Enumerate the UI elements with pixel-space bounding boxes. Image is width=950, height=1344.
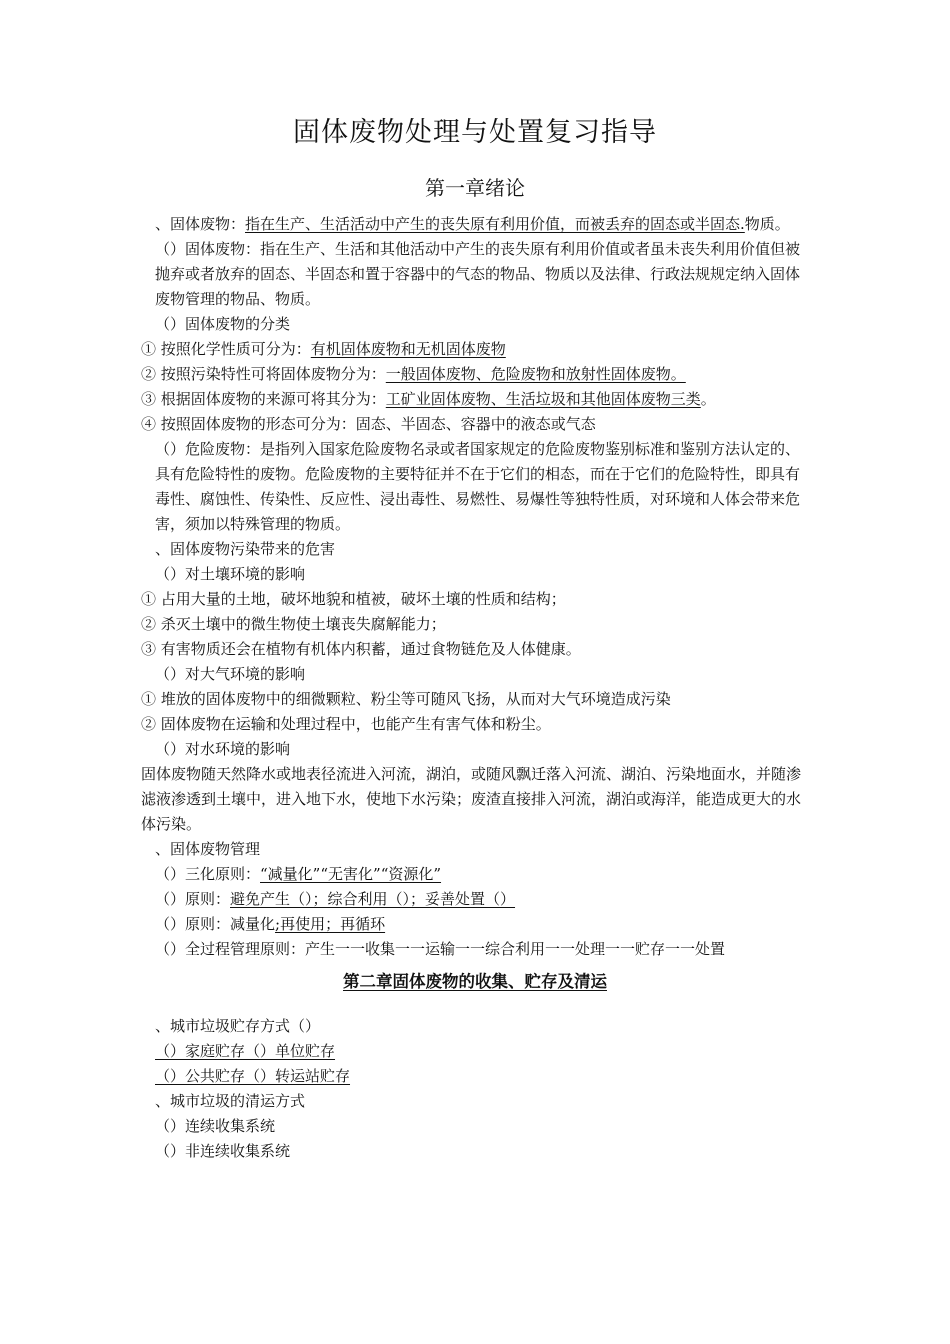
principle-item — [141, 887, 811, 912]
document-body — [141, 212, 811, 1164]
item-text: （）原则：减量化 — [155, 915, 276, 933]
subsection-heading: （）对大气环境的影响 — [155, 665, 306, 683]
list-item: ③ 有害物质还会在植物有机体内积蓄，通过食物链危及人体健康。 — [141, 640, 581, 658]
item-underlined: 有机固体废物和无机固体废物 — [310, 340, 506, 358]
item-underlined: （）家庭贮存（）单位贮存 — [155, 1042, 336, 1060]
chapter2-heading: 第二章固体废物的收集、贮存及清运 — [343, 972, 607, 991]
list-item — [141, 1039, 811, 1064]
subsection-heading: （）对土壤环境的影响 — [155, 565, 306, 583]
item-underlined: 一般固体废物、危险废物和放射性固体废物。 — [385, 365, 686, 383]
definition-tail: 物质。 — [744, 215, 790, 233]
principle-item — [141, 862, 811, 887]
item-underlined: 工矿业固体废物、生活垃圾和其他固体废物三类 — [385, 390, 701, 408]
hazardous-waste-paragraph: （）危险废物：是指列入国家危险废物名录或者国家规定的危险废物鉴别标准和鉴别方法认定的、具有危险特性的废物。危险废物的主要特征并不在于它们的相态，而在于它们的危险特性，即具有毒性、腐蚀性、传染性、反应性、浸出毒性、易燃性、易爆性等独特性质，对环境和人体会带来危害，须加以特殊管理的物质。 — [155, 440, 801, 533]
list-item: （）连续收集系统 — [155, 1117, 276, 1135]
item-text: （）原则： — [155, 890, 231, 908]
classification-heading: （）固体废物的分类 — [155, 315, 291, 333]
list-item — [141, 1064, 811, 1089]
item-text: ① 按照化学性质可分为： — [141, 340, 311, 358]
item-underlined: （）公共贮存（）转运站贮存 — [155, 1067, 351, 1085]
item-text: ③ 根据固体废物的来源可将其分为： — [141, 390, 386, 408]
list-item: ① 占用大量的土地，破坏地貌和植被，破坏土壤的性质和结构； — [141, 590, 566, 608]
list-item: ② 杀灭土壤中的微生物使土壤丧失腐解能力； — [141, 615, 446, 633]
section-heading: 、固体废物污染带来的危害 — [155, 540, 336, 558]
item-text: ② 按照污染特性可将固体废物分为： — [141, 365, 386, 383]
definition-paragraph — [141, 212, 811, 237]
item-underlined: “减量化”“无害化”“资源化” — [260, 865, 442, 883]
water-paragraph: 固体废物随天然降水或地表径流进入河流，湖泊，或随风飘迁落入河流、湖泊、污染地面水，并随渗滤液渗透到土壤中，进入地下水，使地下水污染；废渣直接排入河流，湖泊或海洋，能造成更大的水体污染。 — [141, 765, 802, 833]
list-item: ① 堆放的固体废物中的细微颗粒、粉尘等可随风飞扬，从而对大气环境造成污染 — [141, 690, 671, 708]
list-item: （）非连续收集系统 — [155, 1142, 291, 1160]
subsection-heading: （）对水环境的影响 — [155, 740, 291, 758]
document-title: 固体废物处理与处置复习指导 — [293, 117, 657, 148]
underlined-definition: 指在生产、生活活动中产生的丧失原有利用价值，而被丢弃的固态或半固态. — [245, 215, 745, 233]
section-marker: 、固体废物： — [155, 215, 246, 233]
item-underlined: 避免产生（）；综合利用（）；妥善处置（） — [230, 890, 516, 908]
section-heading: 、固体废物管理 — [155, 840, 261, 858]
classification-item: ④ 按照固体废物的形态可分为：固态、半固态、容器中的液态或气态 — [141, 415, 596, 433]
section-heading: 、城市垃圾贮存方式（） — [155, 1017, 321, 1035]
chapter1-heading: 第一章绪论 — [425, 176, 525, 200]
principle-item — [141, 912, 811, 937]
item-text: （）三化原则： — [155, 865, 261, 883]
list-item: ② 固体废物在运输和处理过程中，也能产生有害气体和粉尘。 — [141, 715, 551, 733]
classification-item — [141, 337, 811, 362]
legal-definition-paragraph: （）固体废物：指在生产、生活和其他活动中产生的丧失原有利用价值或者虽未丧失利用价值但被抛弃或者放弃的固态、半固态和置于容器中的气态的物品、物质以及法律、行政法规规定纳入固体废物管理的物品、物质。 — [155, 240, 801, 308]
item-underlined: ;再使用；再循环 — [275, 915, 386, 933]
classification-item — [141, 362, 811, 387]
item-tail: 。 — [700, 390, 716, 408]
principle-item: （）全过程管理原则：产生一一收集一一运输一一综合利用一一处理一一贮存一一处置 — [155, 940, 726, 958]
section-heading: 、城市垃圾的清运方式 — [155, 1092, 306, 1110]
classification-item — [141, 387, 811, 412]
